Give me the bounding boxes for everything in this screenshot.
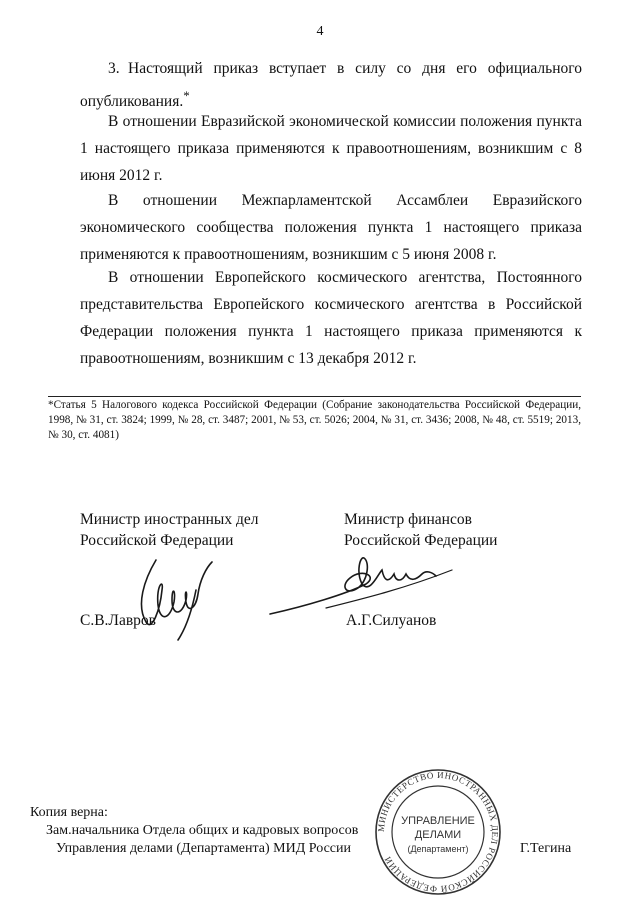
signatory-left-name: С.В.Лавров	[80, 612, 156, 629]
footnote-divider	[48, 396, 581, 397]
paragraph-interparliamentary-assembly: В отношении Межпарламентской Ассамблеи Евразийского экономического сообщества положения пункта 1 настоящего приказа применяются к правоотношениям, возникшим с 5 июня 2008 г.	[80, 192, 582, 263]
footnote: *Статья 5 Налогового кодекса Российской Федерации (Собрание законодательства Российской Федерации, 1998, № 31, ст. 3824; 1999, № 28, ст. 3487; 2001, № 53, ст. 5026; 2004, № 31, ст. 3436; 2008, № 48, ст. 5519; 2013, № 30, ст. 4081)	[48, 399, 581, 441]
stamp-ring-text: МИНИСТЕРСТВО ИНОСТРАННЫХ ДЕЛ РОССИЙСКОЙ ФЕДЕРАЦИИ	[375, 769, 501, 895]
signatory-left-title	[80, 509, 258, 551]
stamp-center-line3: (Департамент)	[407, 844, 469, 854]
official-stamp-icon	[370, 768, 506, 896]
stamp-center-line2: ДЕЛАМИ	[414, 829, 462, 841]
stamp-center-line1: УПРАВЛЕНИЕ	[401, 815, 475, 827]
signatory-right-name: А.Г.Силуанов	[346, 612, 437, 629]
signatory-left-title-line1: Министр иностранных дел	[80, 511, 259, 528]
paragraph-3-text: Настоящий приказ вступает в силу со дня его официального опубликования.	[80, 60, 582, 111]
signatory-right-title-line2: Российской Федерации	[344, 532, 498, 549]
paragraph-eaeu-commission: В отношении Евразийской экономической комиссии положения пункта 1 настоящего приказа применяются к правоотношениям, возникшим с 8 июня 2012 г.	[80, 113, 582, 184]
copy-certification-signer: Г.Тегина	[520, 841, 572, 856]
signature-siluanov-icon	[266, 548, 456, 620]
signatory-right-title	[344, 509, 497, 551]
page-number: 4	[316, 24, 324, 39]
signatory-right-title-line1: Министр финансов	[344, 511, 472, 528]
paragraph-3	[80, 55, 582, 115]
copy-certification-department: Управления делами (Департамента) МИД России	[56, 841, 351, 856]
copy-certification	[30, 804, 358, 858]
copy-certification-position: Зам.начальника Отдела общих и кадровых вопросов	[46, 823, 359, 838]
copy-certification-heading: Копия верна:	[30, 805, 108, 820]
signatory-left-title-line2: Российской Федерации	[80, 532, 234, 549]
paragraph-3-number: 3.	[108, 60, 120, 77]
paragraph-european-space-agency: В отношении Европейского космического агентства, Постоянного представительства Европейского космического агентства в Российской Федерации положения пункта 1 настоящего приказа применяются к правоотношениям, возникшим с 13 декабря 2012 г.	[80, 269, 582, 367]
footnote-mark: *	[183, 88, 190, 103]
